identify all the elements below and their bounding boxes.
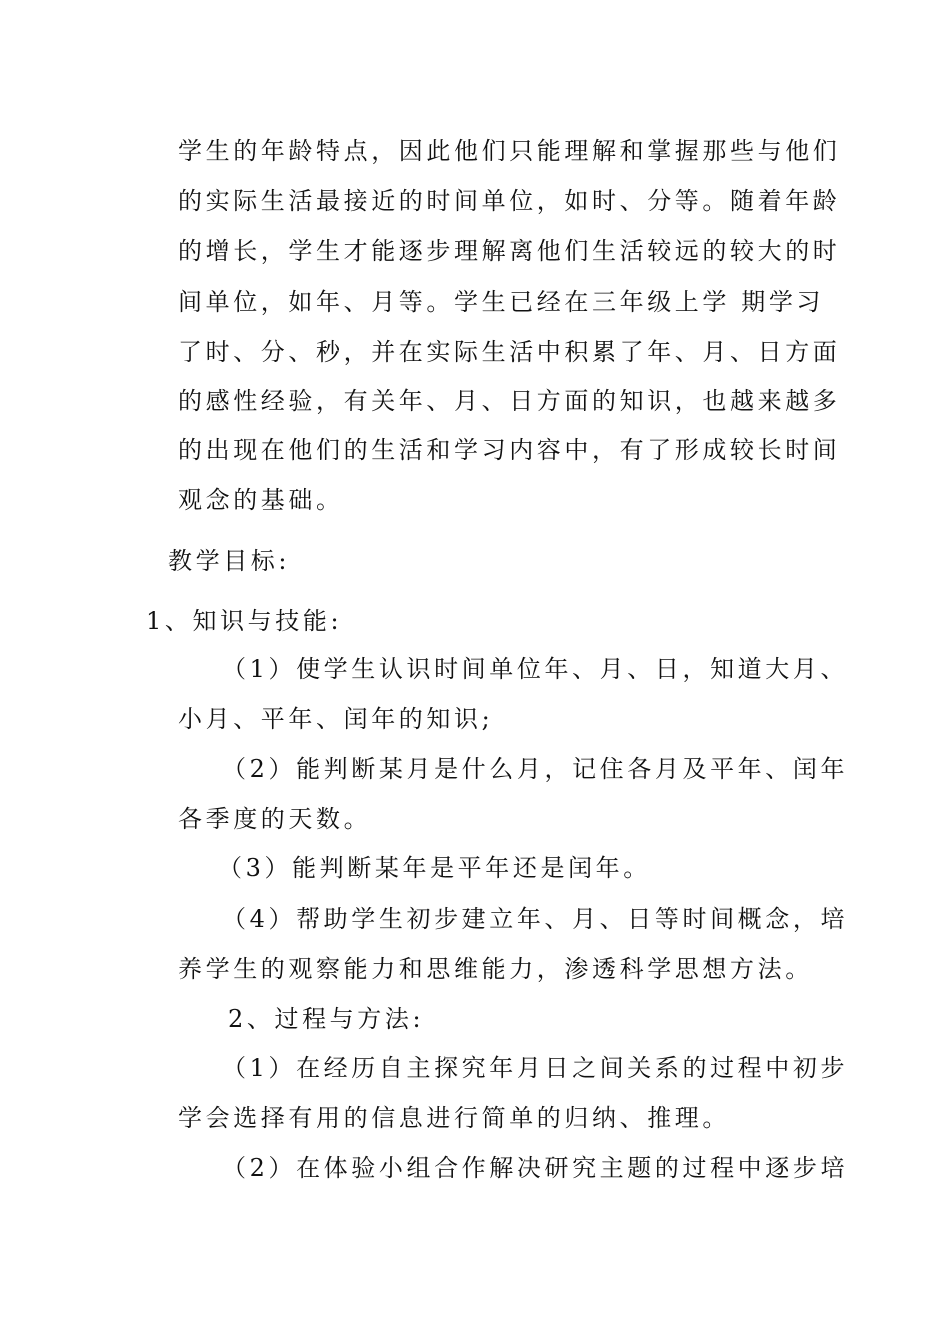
list-item-line: 养学生的观察能力和思维能力，渗透科学思想方法。 xyxy=(178,955,813,983)
list-item-line: 各季度的天数。 xyxy=(178,805,372,833)
paragraph-line: 的出现在他们的生活和学习内容中，有了形成较长时间 xyxy=(178,436,841,464)
list-item-line: （3）能判断某年是平年还是闰年。 xyxy=(218,854,651,882)
section-heading: 教学目标: xyxy=(168,547,291,575)
paragraph-line: 的感性经验，有关年、月、日方面的知识，也越来越多 xyxy=(178,387,841,415)
paragraph-line: 了时、分、秒，并在实际生活中积累了年、月、日方面 xyxy=(178,338,841,366)
subsection-heading: 1、知识与技能: xyxy=(146,607,343,635)
paragraph-line: 间单位，如年、月等。学生已经在三年级上学 期学习 xyxy=(178,288,825,316)
list-item-line: （2）在体验小组合作解决研究主题的过程中逐步培 xyxy=(222,1154,849,1182)
list-item-line: （1）使学生认识时间单位年、月、日，知道大月、 xyxy=(222,655,849,683)
list-item-line: 学会选择有用的信息进行简单的归纳、推理。 xyxy=(178,1104,730,1132)
list-item-line: （1）在经历自主探究年月日之间关系的过程中初步 xyxy=(222,1054,849,1082)
paragraph-line: 观念的基础。 xyxy=(178,486,344,514)
list-item-line: （2）能判断某月是什么月，记住各月及平年、闰年 xyxy=(222,755,849,783)
paragraph-line: 的实际生活最接近的时间单位，如时、分等。随着年龄 xyxy=(178,187,841,215)
paragraph-line: 学生的年龄特点，因此他们只能理解和掌握那些与他们 xyxy=(178,137,841,165)
list-item-line: 小月、平年、闰年的知识; xyxy=(178,705,494,733)
paragraph-line: 的增长，学生才能逐步理解离他们生活较远的较大的时 xyxy=(178,237,841,265)
subsection-heading: 2、过程与方法: xyxy=(228,1005,425,1033)
list-item-line: （4）帮助学生初步建立年、月、日等时间概念，培 xyxy=(222,905,849,933)
